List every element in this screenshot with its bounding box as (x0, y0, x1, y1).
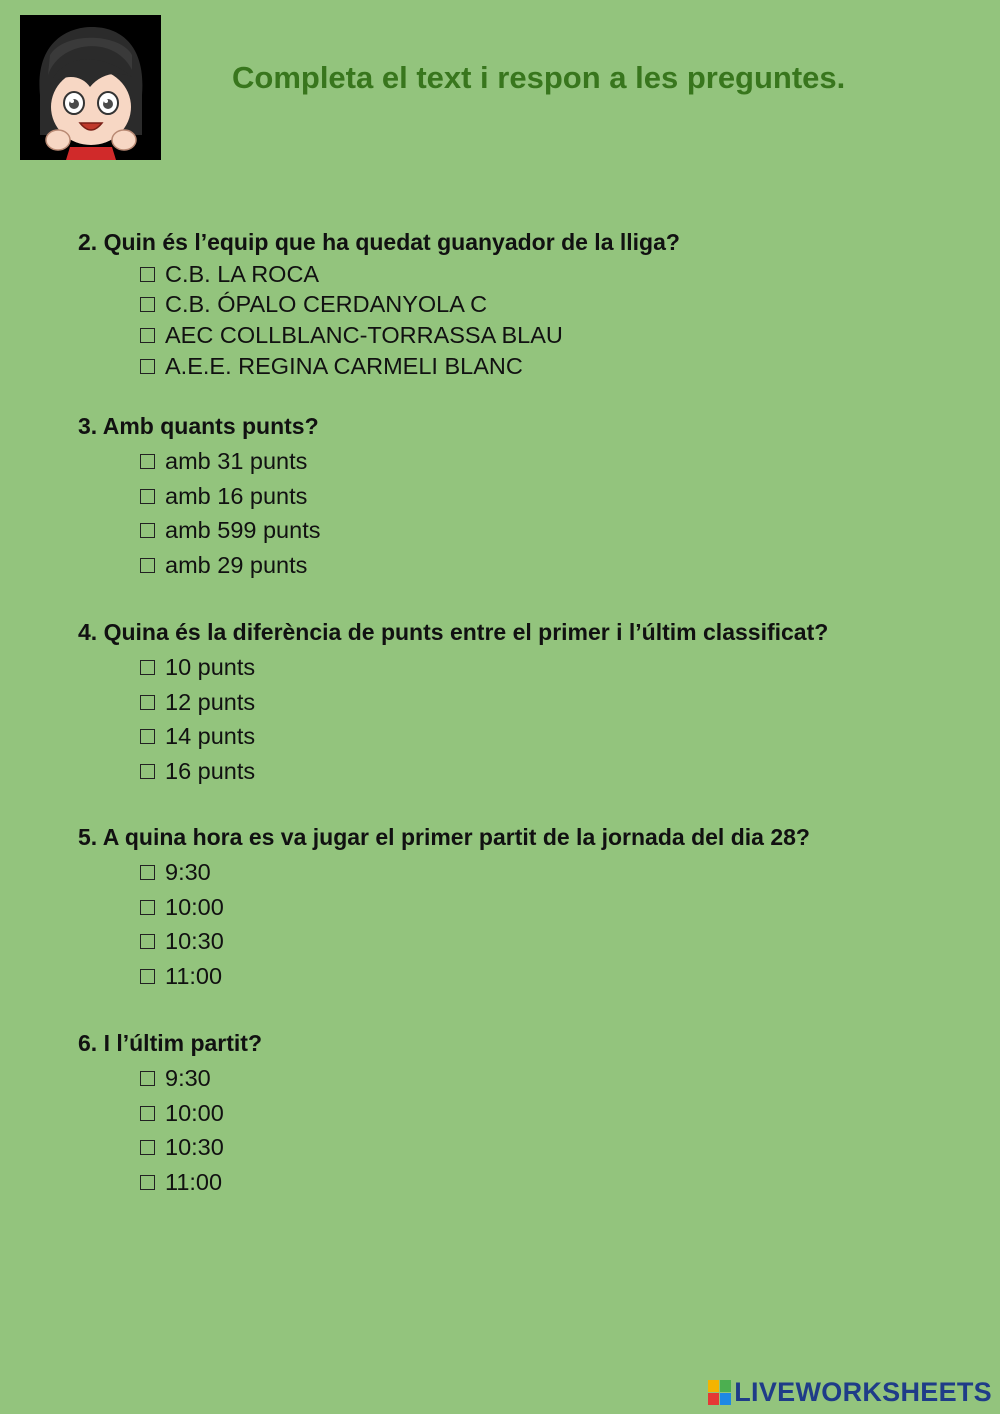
option-label: amb 16 punts (165, 482, 308, 509)
checkbox-icon[interactable] (140, 267, 155, 282)
question-text: 6. I l’últim partit? (78, 1030, 263, 1056)
option-item[interactable] (140, 650, 828, 685)
option-label: amb 31 punts (165, 447, 308, 474)
option-item[interactable] (140, 514, 320, 549)
option-label: C.B. LA ROCA (165, 260, 320, 287)
option-item[interactable] (140, 479, 320, 514)
option-item[interactable] (140, 259, 680, 290)
option-item[interactable] (140, 1061, 262, 1096)
option-item[interactable] (140, 1165, 262, 1200)
option-label: AEC COLLBLANC-TORRASSA BLAU (165, 321, 563, 348)
option-item[interactable] (140, 444, 320, 479)
question-text: 3. Amb quants punts? (78, 413, 319, 439)
option-label: 10:00 (165, 1099, 224, 1126)
question-text: 2. Quin és l’equip que ha quedat guanyador de la lliga? (78, 229, 680, 255)
checkbox-icon[interactable] (140, 489, 155, 504)
option-item[interactable] (140, 548, 320, 583)
option-item[interactable] (140, 685, 828, 720)
page-title: Completa el text i respon a les preguntes. (232, 60, 846, 95)
option-item[interactable] (140, 290, 680, 321)
footer-logo (708, 1377, 992, 1408)
option-label: amb 29 punts (165, 552, 308, 579)
checkbox-icon[interactable] (140, 359, 155, 374)
option-label: 10:30 (165, 1134, 224, 1161)
option-item[interactable] (140, 754, 828, 789)
checkbox-icon[interactable] (140, 523, 155, 538)
option-label: 14 punts (165, 723, 256, 750)
avatar-image (20, 15, 161, 160)
cartoon-girl-icon (20, 15, 161, 160)
option-item[interactable] (140, 351, 680, 382)
option-label: C.B. ÓPALO CERDANYOLA C (165, 291, 488, 318)
option-label: 16 punts (165, 758, 256, 785)
option-label: 9:30 (165, 1064, 211, 1091)
option-label: 10 punts (165, 653, 256, 680)
brand-name: LIVEWORKSHEETS (734, 1377, 992, 1407)
checkbox-icon[interactable] (140, 1071, 155, 1086)
checkbox-icon[interactable] (140, 865, 155, 880)
checkbox-icon[interactable] (140, 969, 155, 984)
options-list (140, 444, 320, 583)
option-item[interactable] (140, 925, 810, 960)
option-label: 10:30 (165, 928, 224, 955)
question-text: 4. Quina és la diferència de punts entre el primer i l’últim classificat? (78, 619, 829, 645)
checkbox-icon[interactable] (140, 297, 155, 312)
question-text: 5. A quina hora es va jugar el primer partit de la jornada del dia 28? (78, 824, 810, 850)
option-item[interactable] (140, 959, 810, 994)
option-label: 9:30 (165, 858, 211, 885)
checkbox-icon[interactable] (140, 558, 155, 573)
checkbox-icon[interactable] (140, 934, 155, 949)
option-item[interactable] (140, 720, 828, 755)
option-item[interactable] (140, 1096, 262, 1131)
option-label: A.E.E. REGINA CARMELI BLANC (165, 352, 523, 379)
liveworksheets-logo-icon (708, 1380, 732, 1406)
option-label: 10:00 (165, 893, 224, 920)
checkbox-icon[interactable] (140, 1140, 155, 1155)
checkbox-icon[interactable] (140, 764, 155, 779)
checkbox-icon[interactable] (140, 1175, 155, 1190)
checkbox-icon[interactable] (140, 1106, 155, 1121)
option-label: 12 punts (165, 688, 256, 715)
options-list (140, 1061, 262, 1200)
option-item[interactable] (140, 1131, 262, 1166)
question-6 (78, 1028, 262, 1200)
option-label: 11:00 (165, 1169, 223, 1196)
options-list (140, 855, 810, 994)
checkbox-icon[interactable] (140, 900, 155, 915)
checkbox-icon[interactable] (140, 660, 155, 675)
checkbox-icon[interactable] (140, 454, 155, 469)
options-list (140, 259, 680, 381)
option-label: 11:00 (165, 963, 223, 990)
question-2 (78, 227, 680, 381)
option-item[interactable] (140, 855, 810, 890)
checkbox-icon[interactable] (140, 328, 155, 343)
options-list (140, 650, 828, 789)
question-4 (78, 617, 828, 789)
checkbox-icon[interactable] (140, 695, 155, 710)
question-3 (78, 411, 320, 583)
checkbox-icon[interactable] (140, 729, 155, 744)
option-item[interactable] (140, 890, 810, 925)
option-label: amb 599 punts (165, 517, 321, 544)
question-5 (78, 822, 810, 994)
option-item[interactable] (140, 320, 680, 351)
